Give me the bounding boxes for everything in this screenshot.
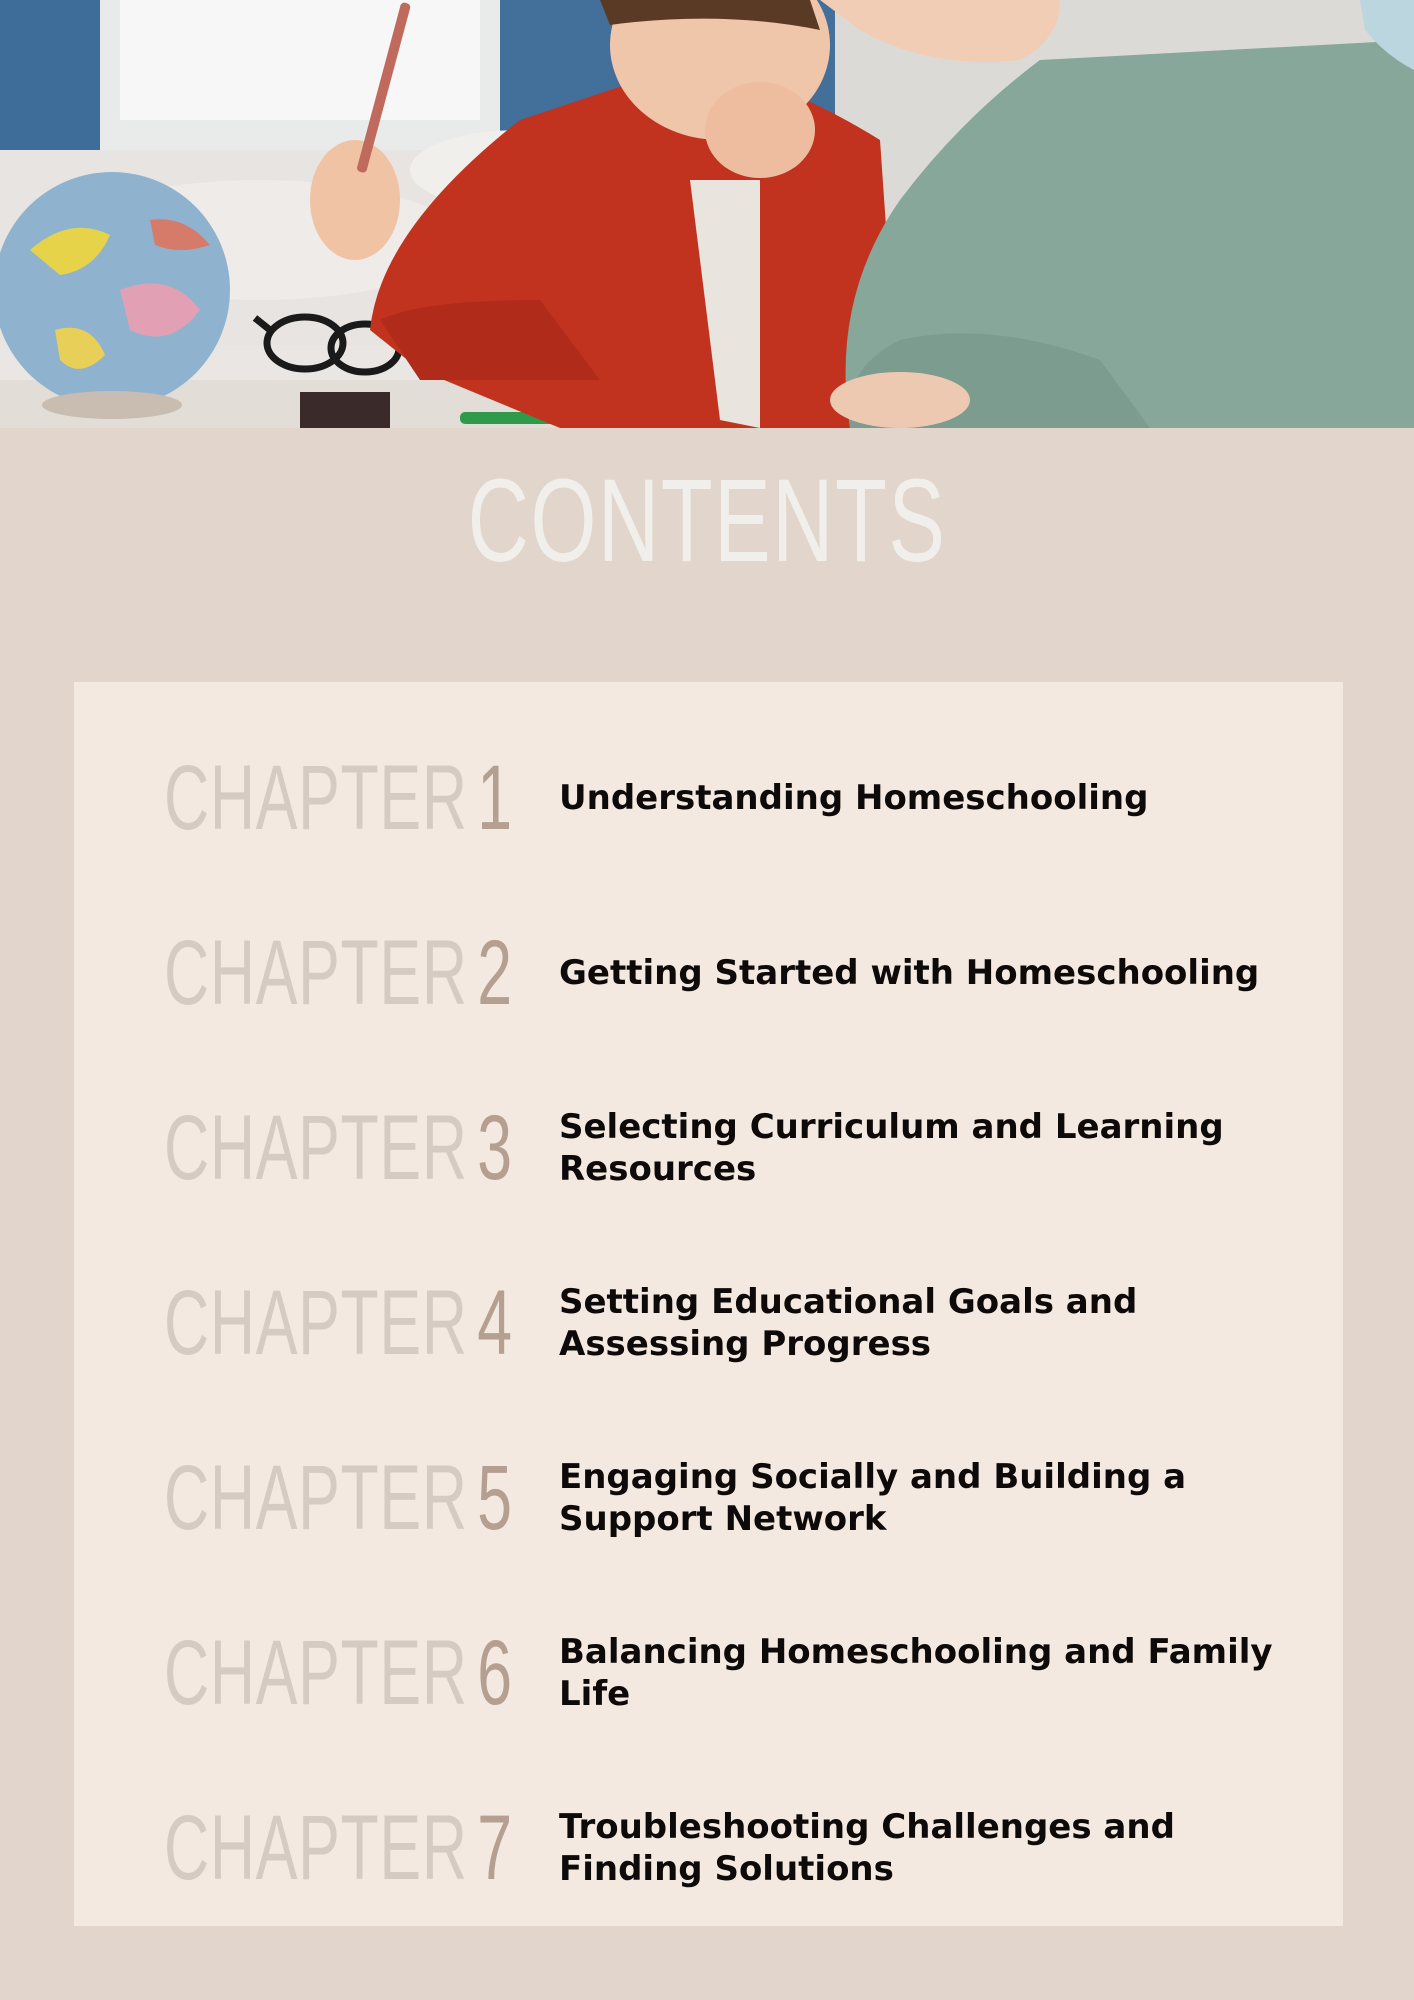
chapter-word: CHAPTER [164,1797,468,1899]
page-title: CONTENTS [467,455,947,587]
chapter-word: CHAPTER [164,922,468,1024]
chapter-row[interactable] [74,1438,1343,1558]
chapter-label [164,913,513,1033]
chapter-number: 1 [477,747,513,849]
chapter-title: Getting Started with Homeschooling [559,953,1260,993]
chapter-number: 4 [477,1272,513,1374]
chapter-word: CHAPTER [164,1447,468,1549]
chapter-row[interactable] [74,1088,1343,1208]
hero-photo [0,0,1414,428]
contents-panel [74,682,1343,1926]
chapter-label [164,1788,513,1908]
chapter-title: Engaging Socially and Building a Support Network [559,1457,1187,1539]
chapter-row[interactable] [74,1788,1343,1908]
hero-illustration [0,0,1414,428]
chapter-title: Selecting Curriculum and Learning Resources [559,1107,1224,1189]
chapter-row[interactable] [74,1263,1343,1383]
chapter-number: 7 [477,1797,513,1899]
chapter-word: CHAPTER [164,1622,468,1724]
chapter-row[interactable] [74,913,1343,1033]
chapter-number: 2 [477,922,513,1024]
chapter-title: Setting Educational Goals and Assessing Progress [559,1282,1138,1364]
globe-icon [0,172,230,408]
chapter-number: 5 [477,1447,513,1549]
chapter-label [164,1088,513,1208]
chapter-word: CHAPTER [164,1097,468,1199]
chapter-number: 6 [477,1622,513,1724]
chapter-number: 3 [477,1097,513,1199]
chapter-title: Understanding Homeschooling [559,778,1149,818]
chapter-row[interactable] [74,1613,1343,1733]
chapter-word: CHAPTER [164,1272,468,1374]
chapter-row[interactable] [74,738,1343,858]
chapter-label [164,1613,513,1733]
chapter-word: CHAPTER [164,747,468,849]
chapter-label [164,1438,513,1558]
chapter-label [164,738,513,858]
chapter-title: Balancing Homeschooling and Family Life [559,1632,1273,1714]
chapter-title: Troubleshooting Challenges and Finding Solutions [559,1807,1175,1889]
chapter-label [164,1263,513,1383]
